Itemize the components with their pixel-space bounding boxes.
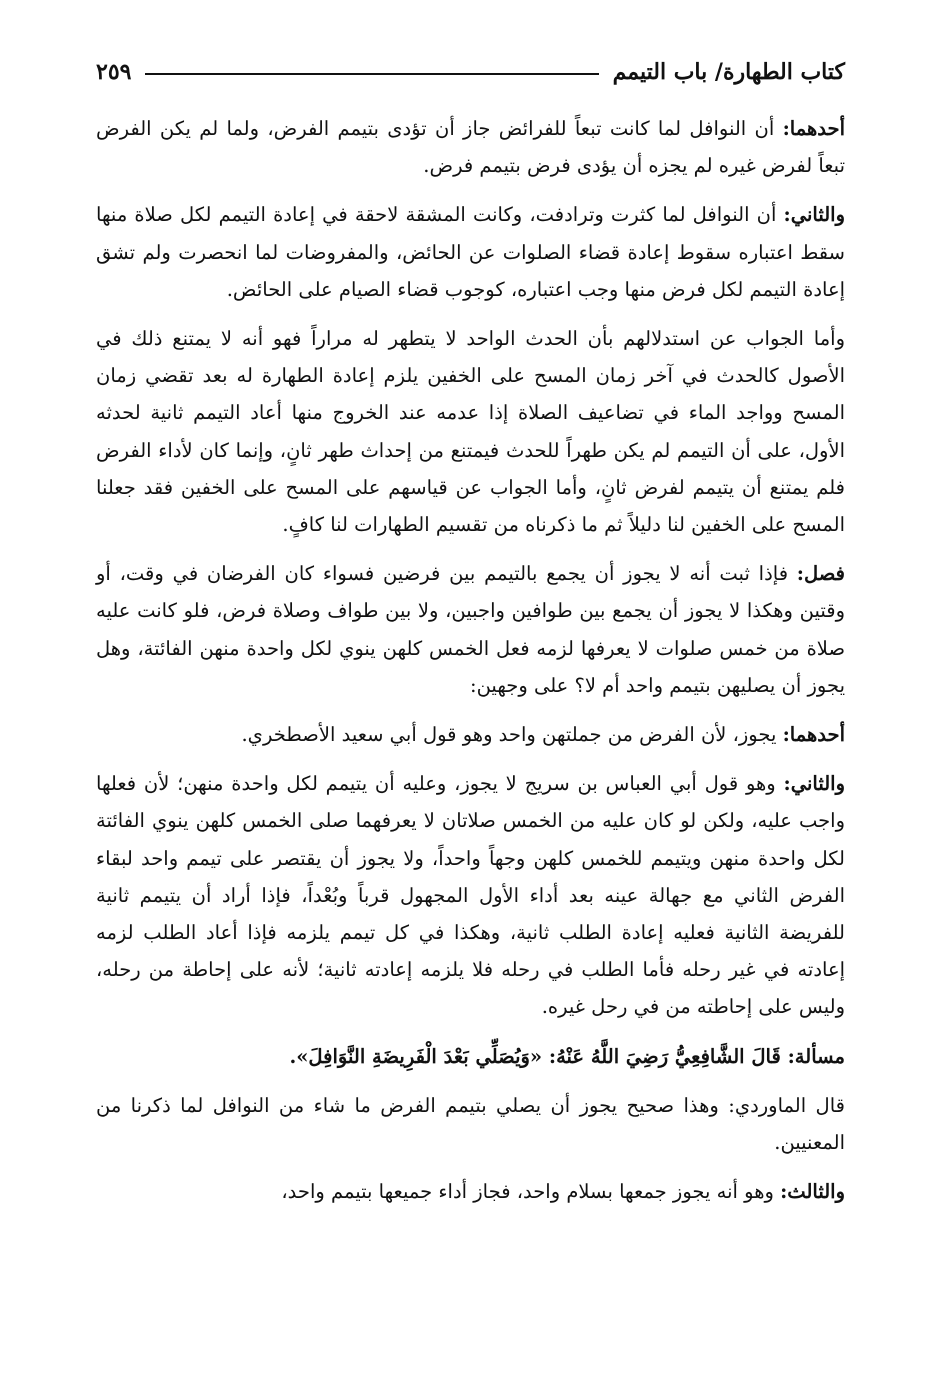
header-rule (145, 73, 598, 75)
paragraph (96, 1173, 845, 1210)
paragraph (96, 765, 845, 1025)
paragraph (96, 1087, 845, 1161)
page-body (96, 110, 845, 1210)
paragraph-text: قال الماوردي: وهذا صحيح يجوز أن يصلي بتيمم الفرض ما شاء من النوافل لما ذكرنا من المعنيين. (96, 1093, 845, 1155)
paragraph (96, 1038, 845, 1075)
paragraph (96, 110, 845, 184)
paragraph-lead: والثاني: (783, 772, 845, 796)
page-number: ٢٥٩ (96, 59, 132, 85)
paragraph-text: وهو قول أبي العباس بن سريج لا يجوز، وعليه أن يتيمم لكل واحدة منهن؛ لأن فعلها واجب عليه، ولكن لو كان عليه من الخمس صلاتان لا يعرفهما صلى الخمس كلهن ينوي الفائتة لكل واحدة منهن ويتيمم للخمس كلهن وجهاً واحداً، ولا يجوز أن يقتصر على تيمم واحد لبقاء الفرض الثاني مع جهالة عينه بعد أداء الأول المجهول قرباً وبُعْداً، فإذا أراد أن يتيمم ثانية للفريضة الثانية فعليه إعادة الطلب ثانية، وهكذا في كل تيمم يلزمه فإذا أعاد الطلب لزمه إعادته في غير رحله فأما الطلب في رحله فلا يلزمه إعادته ثانية؛ لأنه على إحاطة من رحله، وليس على إحاطته من في رحل غيره. (96, 772, 845, 1019)
paragraph-text: وهو أنه يجوز جمعها بسلام واحد، فجاز أداء جميعها بتيمم واحد، (281, 1180, 781, 1204)
running-title: كتاب الطهارة/ باب التيمم (612, 59, 845, 85)
paragraph-lead: أحدهما: (782, 723, 845, 747)
page-header (96, 52, 845, 92)
paragraph-text: أن النوافل لما كانت تبعاً للفرائض جاز أن تؤدى بتيمم الفرض، ولما لم يكن الفرض تبعاً لفرض غيره لم يجزه أن يؤدى فرض بتيمم فرض. (96, 117, 845, 178)
paragraph-lead: أحدهما: (782, 117, 845, 140)
paragraph (96, 555, 845, 704)
paragraph-lead: فصل: (796, 562, 845, 586)
paragraph (96, 320, 845, 543)
paragraph-text: أن النوافل لما كثرت وترادفت، وكانت المشقة لاحقة في إعادة التيمم لكل صلاة منها سقط اعتباره سقوط إعادة قضاء الصلوات عن الحائض، والمفروضات لما انحصرت ولم تشق إعادة التيمم لكل فرض منها وجب اعتباره، كوجوب قضاء الصيام على الحائض. (96, 203, 845, 301)
paragraph-text: فإذا ثبت أنه لا يجوز أن يجمع بالتيمم بين فرضين فسواء كان الفرضان في وقت، أو وقتين وهكذا لا يجوز أن يجمع بين طوافين واجبين، ولا بين طواف وصلاة فرض، فلو كانت عليه صلاة من خمس صلوات لا يعرفها لزمه فعل الخمس كلهن ينوي لكل واحدة منهن الفائتة، وهل يجوز أن يصليهن بتيمم واحد أم لا؟ على وجهين: (96, 562, 845, 697)
paragraph (96, 196, 845, 308)
quoted-text: «وَيُصَلِّي بَعْدَ الْفَرِيضَةِ النَّوَافِلَ». (289, 1044, 549, 1068)
paragraph (96, 716, 845, 753)
paragraph-lead: والثاني: (783, 203, 845, 227)
paragraph-lead: مسألة: قَالَ الشَّافِعِيُّ رَضِيَ اللَّهُ عَنْهُ: (548, 1044, 845, 1068)
paragraph-text: وأما الجواب عن استدلالهم بأن الحدث الواحد لا يتطهر له مراراً فهو أنه لا يمتنع ذلك في الأصول كالحدث في آخر زمان المسح على الخفين يلزم إعادة الطهارة له بعد تقضي زمان المسح وواجد الماء في تضاعيف الصلاة إذا عدمه عند الخروج منها أعاد التيمم ثانية لحدثه الأول، على أن التيمم لم يكن طهراً للحدث فيمتنع من إحداث طهر ثانٍ، وإنما كان لأداء الفرض فلم يمتنع أن يتيمم لفرض ثانٍ، وأما الجواب عن قياسهم على المسح على الخفين فقد جعلنا المسح على الخفين لنا دليلاً ثم ما ذكرناه من تقسيم الطهارات لنا كافٍ. (96, 327, 845, 537)
paragraph-text: يجوز، لأن الفرض من جملتهن واحد وهو قول أبي سعيد الأصطخري. (241, 723, 783, 747)
paragraph-lead: والثالث: (780, 1180, 845, 1204)
